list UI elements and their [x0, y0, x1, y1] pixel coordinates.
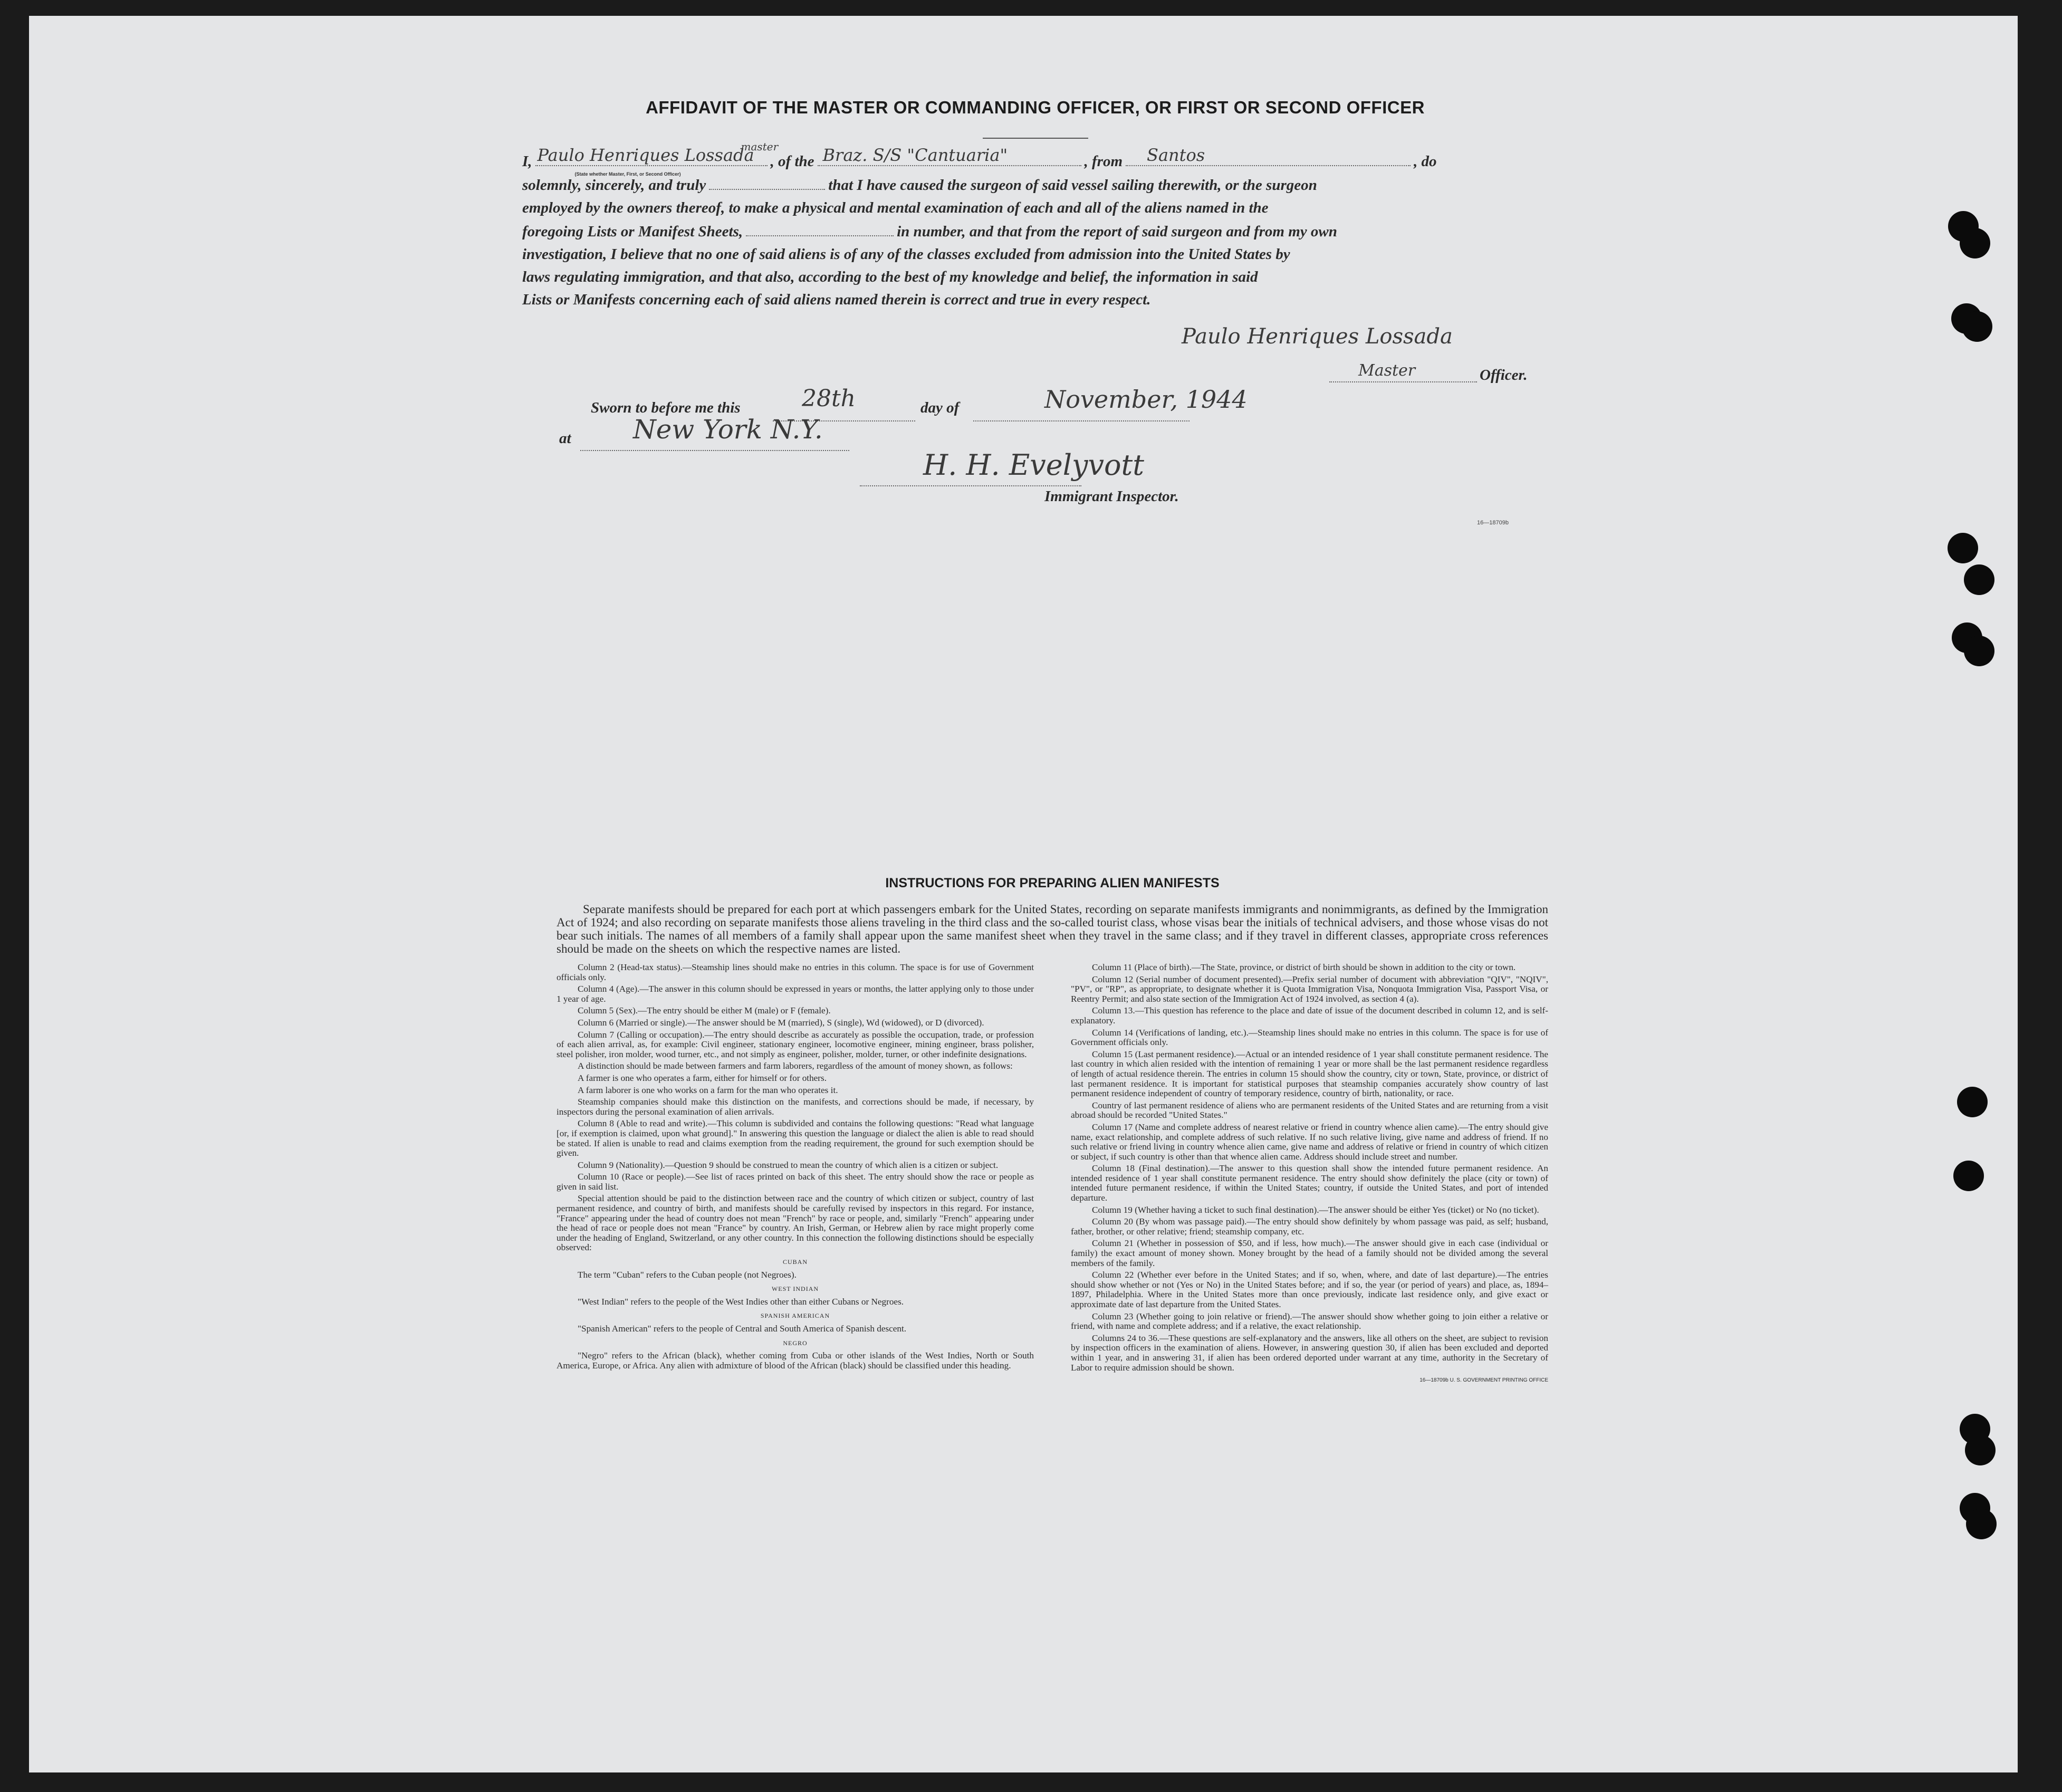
affidavit-line-1: [522, 140, 1548, 177]
title-rule: [983, 138, 1088, 139]
affidavit-line-5: investigation, I believe that no one of said aliens is of any of the classes excluded from admission into the United States by: [522, 246, 1290, 263]
rank-handwriting: master: [741, 140, 779, 153]
affidavit-do-text: , do: [1414, 153, 1437, 170]
officer-label: Officer.: [1480, 367, 1528, 384]
negro-heading: NEGRO: [783, 1339, 808, 1347]
instructions-title: INSTRUCTIONS FOR PREPARING ALIEN MANIFESTS: [885, 876, 1220, 890]
instruction-paragraph: Column 19 (Whether having a ticket to such final destination).—The answer should be either Yes (ticket) or No (no ticket).: [1092, 1204, 1539, 1215]
instruction-paragraph: Column 2 (Head-tax status).—Steamship lines should make no entries in this column. The space is for use of Government officials only.: [557, 962, 1034, 982]
instruction-paragraph: A farmer is one who operates a farm, either for himself or for others.: [578, 1072, 827, 1083]
inspector-signature: H. H. Evelyvott: [923, 448, 1144, 482]
instruction-paragraph: A farm laborer is one who works on a farm for the man who operates it.: [578, 1085, 838, 1095]
affidavit-line-4: [522, 219, 1548, 243]
place-handwriting: New York N.Y.: [633, 414, 823, 445]
instruction-paragraph: Country of last permanent residence of aliens who are permanent residents of the United States and are returning from a visit abroad should be recorded "United States.": [1071, 1100, 1548, 1120]
instruction-paragraph: Column 20 (By whom was passage paid).—The entry should show definitely by whom passage was paid, as self; husband, father, brother, or other relative; friend; steamship company, etc.: [1071, 1216, 1548, 1237]
spanish-american-heading: SPANISH AMERICAN: [760, 1312, 830, 1320]
negro-definition: "Negro" refers to the African (black), whether coming from Cuba or other islands of the West Indies, North or South America, Europe, or Africa. Any alien with admixture of blood of the African (black) should be classified under this heading.: [557, 1350, 1034, 1371]
instruction-paragraph: Column 9 (Nationality).—Question 9 should be construed to mean the country of which alien is a citizen or subject.: [578, 1159, 999, 1170]
manifest-sheet: [29, 16, 2018, 1772]
instruction-paragraph: Column 8 (Able to read and write).—This column is subdivided and contains the following questions: "Read what language [or, if exemption is claimed, upon what ground]." In answering this question the language or dialect the alien is able to read should be stated. If alien is unable to read and claims exemption from the reading requirement, the ground for such exemption should be given.: [557, 1118, 1034, 1158]
vessel-handwriting: Braz. S/S "Cantuaria": [822, 145, 1008, 165]
instructions-intro: Separate manifests should be prepared for each port at which passengers embark for the United States, recording on separate manifests immigrants and nonimmigrants, as defined by the Immigration Act of 1924; and also recording on separate manifests those aliens traveling in the third class and the so-called tourist class, whose visas bear the initials of technical advisers, and those whose visas do not bear such initials. The names of all members of a family shall appear upon the same manifest sheet when they travel in the same class; and if they travel in different classes, appropriate cross references should be made on the sheets on which the respective names are listed.: [557, 903, 1548, 955]
instruction-paragraph: Column 4 (Age).—The answer in this column should be expressed in years or months, the latter applying only to those under 1 year of age.: [557, 984, 1034, 1004]
month-line: [973, 420, 1190, 421]
affidavit-i-text: I,: [522, 153, 532, 170]
punch-hole: [1962, 311, 1992, 342]
day-of-text: day of: [920, 399, 960, 416]
instruction-paragraph: Column 18 (Final destination).—The answer to this question shall show the intended future permanent residence. An intended residence of 1 year shall constitute permanent residence. The entry should show definitely the place (city or town) of intended future permanent residence, if within the United States; country, if outside the United States, and port of intended departure.: [1071, 1163, 1548, 1203]
instructions-left-column: [557, 963, 1034, 1386]
port-blank: [1126, 145, 1411, 166]
affidavit-line-2b: that I have caused the surgeon of said vessel sailing therewith, or the surgeon: [828, 177, 1317, 194]
spanish-american-definition: "Spanish American" refers to the people of Central and South America of Spanish descent.: [578, 1324, 907, 1334]
month-year-handwriting: November, 1944: [1044, 385, 1248, 414]
signature-rank-handwriting: Master: [1358, 361, 1416, 380]
instruction-paragraph: Column 7 (Calling or occupation).—The entry should describe as accurately as possible the occupation, trade, or profession of each alien arrival, as, for example: Civil engineer, stationary engineer, locomotive engineer, mining engineer, brass polisher, steel polisher, iron molder, wood turner, etc., and not simply as engineer, polisher, molder, turner, or other indefinite designations.: [557, 1029, 1034, 1059]
affidavit-line-3: employed by the owners thereof, to make a physical and mental examination of each and all of the aliens named in the: [522, 199, 1269, 216]
instruction-paragraph: Column 5 (Sex).—The entry should be either M (male) or F (female).: [578, 1005, 831, 1016]
punch-hole: [1964, 564, 1994, 595]
instruction-paragraph: Steamship companies should make this distinction on the manifests, and corrections should be made, if necessary, by inspectors during the personal examination of alien arrivals.: [557, 1097, 1034, 1117]
officer-name-handwriting: Paulo Henriques Lossada: [537, 145, 754, 165]
instructions-columns: [557, 963, 1548, 1386]
vessel-blank: [818, 145, 1081, 166]
affidavit-line-4a: foregoing Lists or Manifest Sheets,: [522, 223, 743, 240]
inspector-line: [860, 485, 1081, 486]
instruction-paragraph: Column 17 (Name and complete address of nearest relative or friend in country whence alien came).—The entry should give name, exact relationship, and complete address of such relative. If no such relative living, give name and address of friend. If no such relative or friend living in country whence alien came, give name and address of relative or friend in country of which citizen or subject, if such country is other than that whence alien came. Address should include street and number.: [1071, 1122, 1548, 1162]
west-indian-definition: "West Indian" refers to the people of the West Indies other than either Cubans or Negroes.: [578, 1296, 904, 1307]
punch-hole: [1957, 1087, 1988, 1117]
place-line: [580, 450, 849, 451]
inspector-label: Immigrant Inspector.: [1044, 488, 1179, 505]
punch-hole: [1964, 636, 1994, 666]
cuban-heading: CUBAN: [782, 1258, 808, 1266]
instruction-paragraph: Special attention should be paid to the distinction between race and the country of which citizen or subject, country of last permanent residence, and country of birth, and manifests should be carefully revised by inspectors in this regard. For instance, "France" appearing under the head of country does not mean "French" by race or people, and, similarly "French" appearing under the head of race or people does not mean "France" by country. An Irish, German, or Hebrew alien by race might properly come under the heading of England, Switzerland, or any other country. In this connection the following distinctions should be especially observed:: [557, 1193, 1034, 1253]
affidavit-line-2a: solemnly, sincerely, and truly: [522, 177, 706, 194]
instruction-paragraph: Column 13.—This question has reference to the place and date of issue of the document described in column 12, and is self-explanatory.: [1071, 1005, 1548, 1026]
affidavit-body: [522, 140, 1548, 311]
punch-hole: [1948, 533, 1978, 563]
affidavit-of-the-text: , of the: [770, 153, 814, 170]
instruction-paragraph: Column 23 (Whether going to join relative or friend).—The answer should show whether going to join either a relative or friend, with name and complete address; and if a relative, the exact relationship.: [1071, 1311, 1548, 1331]
instruction-paragraph: Column 12 (Serial number of document presented).—Prefix serial number of document with abbreviation "QIV", "NQIV", "PV", or "RP", as appropriate, to designate whether it is Quota Immigration Visa, Nonquota Immigration Visa, Passport Visa, or Reentry Permit; and also state section of the Immigration Act of 1924 involved, as section 4 (a).: [1071, 974, 1548, 1004]
instruction-paragraph: Column 15 (Last permanent residence).—Actual or an intended residence of 1 year shall constitute permanent residence. The last country in which alien resided with the intention of remaining 1 year or more shall be the last permanent residence regardless of length of actual residence therein. The entries in column 15 should show the country, city or town, State, province, or district of last permanent residence. It is important for statistical purposes that steamship companies accurately show country of last permanent residence independent of country of temporary residence, country of birth, nationality, or race.: [1071, 1049, 1548, 1099]
at-label: at: [559, 430, 571, 447]
instruction-paragraph: Column 11 (Place of birth).—The State, province, or district of birth should be shown in addition to the city or town.: [1092, 962, 1516, 972]
instruction-paragraph: Column 21 (Whether in possession of $50, and if less, how much).—The answer should give in each case (individual or family) the exact amount of money shown. Money brought by the head of a family should not be divided among the several members of the family.: [1071, 1238, 1548, 1268]
sworn-blank: [709, 173, 825, 190]
punch-hole: [1965, 1435, 1996, 1465]
affidavit-form-number: 16—18709b: [1477, 520, 1509, 526]
instructions-section: [557, 876, 1548, 1386]
affidavit-from-text: , from: [1084, 153, 1123, 170]
instructions-footer: 16—18709b U. S. GOVERNMENT PRINTING OFFICE: [1420, 1377, 1548, 1384]
port-handwriting: Santos: [1147, 145, 1205, 165]
instruction-paragraph: Columns 24 to 36.—These questions are self-explanatory and the answers, like all others on the sheet, are subject to revision by inspection officers in the examination of aliens. However, in answering question 30, if alien has been excluded and deported within 1 year, and in answering 31, if alien has been ordered deported under warrant at any time, authority in the Secretary of Labor to require admission should be shown.: [1071, 1333, 1548, 1373]
officer-name-blank: [535, 140, 779, 177]
signature-line: [1329, 381, 1477, 382]
punch-hole: [1960, 228, 1990, 258]
affidavit-title: AFFIDAVIT OF THE MASTER OR COMMANDING OFFICER, OR FIRST OR SECOND OFFICER: [646, 98, 1425, 117]
instructions-right-column: [1071, 963, 1548, 1386]
west-indian-heading: WEST INDIAN: [771, 1285, 819, 1293]
sheet-count-blank: [746, 219, 894, 236]
punch-hole: [1966, 1509, 1997, 1539]
officer-note: (State whether Master, First, or Second Officer): [574, 171, 681, 177]
affidavit-line-6: laws regulating immigration, and that also, according to the best of my knowledge and belief, the information in said: [522, 269, 1258, 285]
cuban-definition: The term "Cuban" refers to the Cuban people (not Negroes).: [578, 1269, 797, 1280]
instruction-paragraph: Column 10 (Race or people).—See list of races printed on back of this sheet. The entry should show the race or people as given in said list.: [557, 1172, 1034, 1192]
instruction-paragraph: Column 22 (Whether ever before in the United States; and if so, when, where, and date of last departure).—The entries should show whether or not (Yes or No) in the United States before; and if so, the year (or period of years) and place, as, 1894–1897, Philadelphia. Where in the United States more than once previously, indicate last residence only, and give exact or approximate date of last departure from the United States.: [1071, 1270, 1548, 1309]
instruction-paragraph: A distinction should be made between farmers and farm laborers, regardless of the amount of money shown, as follows:: [578, 1061, 1013, 1071]
instruction-paragraph: Column 6 (Married or single).—The answer should be M (married), S (single), Wd (widowed), or D (divorced).: [578, 1017, 984, 1028]
master-signature: Paulo Henriques Lossada: [1182, 324, 1453, 349]
punch-hole: [1953, 1161, 1984, 1191]
day-handwriting: 28th: [802, 385, 856, 412]
instruction-paragraph: Column 14 (Verifications of landing, etc.).—Steamship lines should make no entries in this column. The space is for use of Government officials only.: [1071, 1027, 1548, 1048]
affidavit-section: [522, 98, 1548, 526]
sworn-text: Sworn to before me this: [591, 399, 741, 416]
affidavit-line-4b: in number, and that from the report of said surgeon and from my own: [897, 223, 1337, 240]
affidavit-line-7: Lists or Manifests concerning each of said aliens named therein is correct and true in every respect.: [522, 291, 1151, 308]
